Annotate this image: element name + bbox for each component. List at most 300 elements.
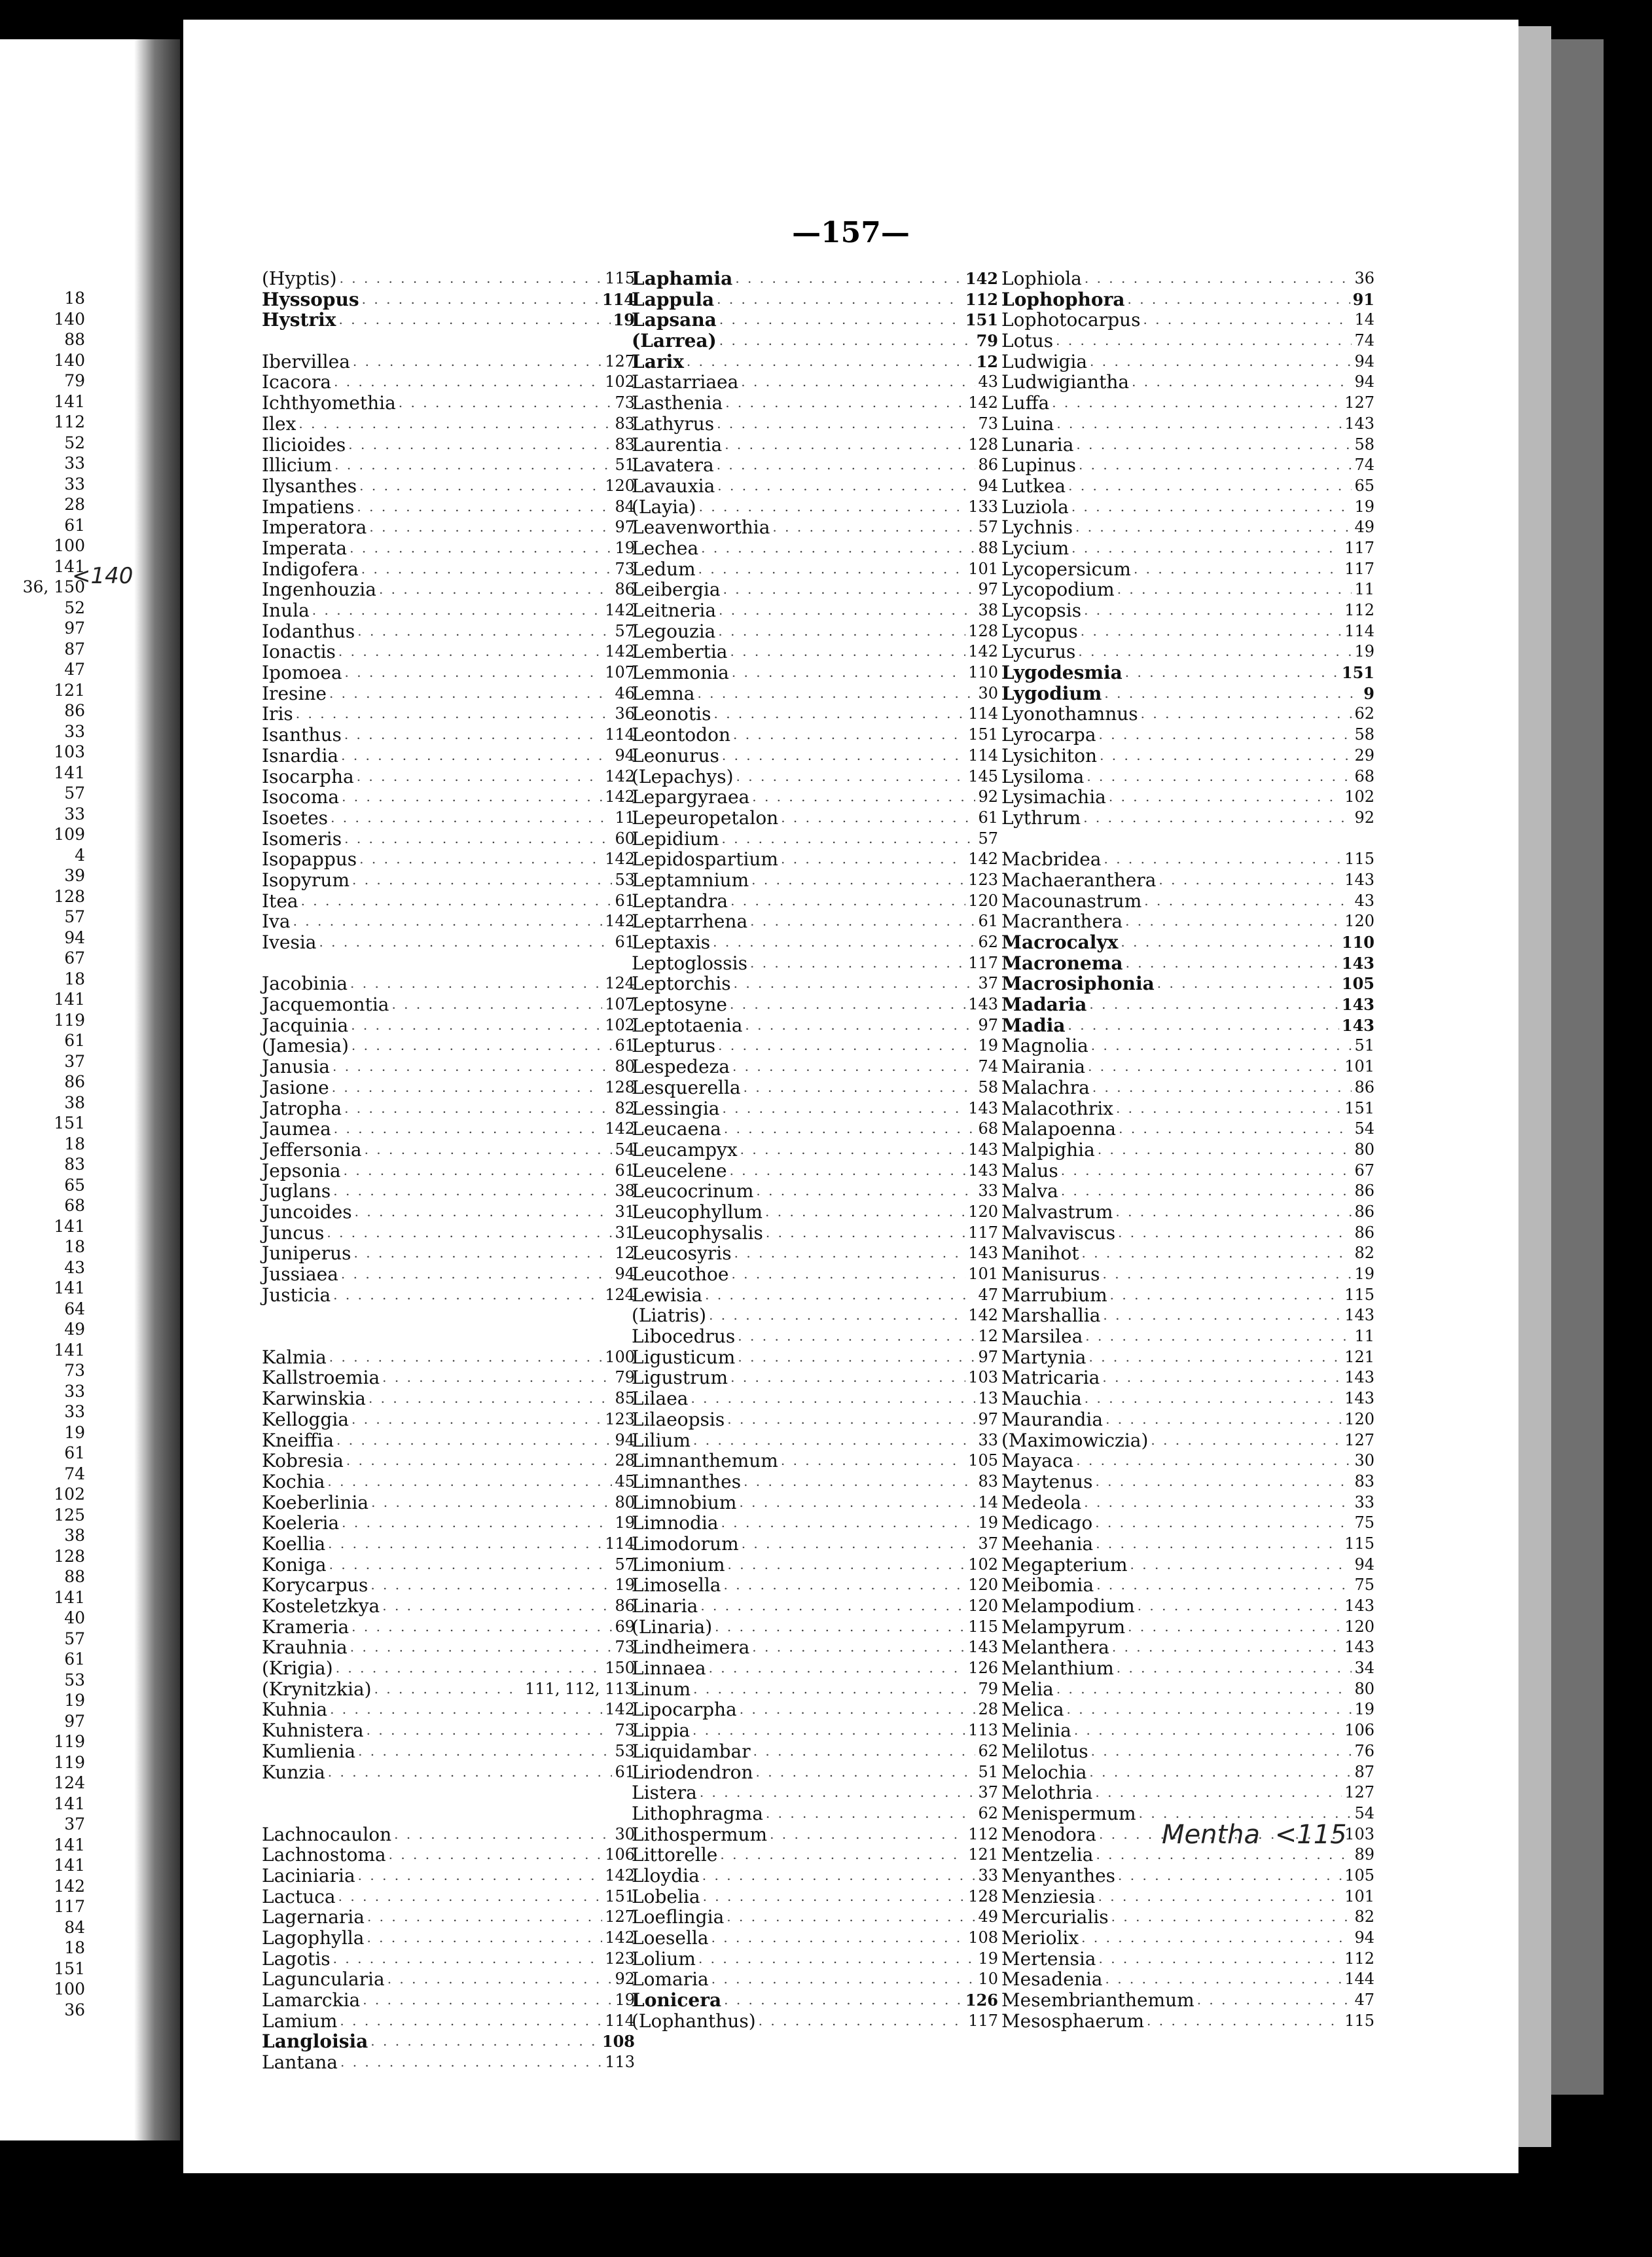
index-entry <box>262 1098 635 1119</box>
entry-name: Lespedeza <box>632 1056 730 1078</box>
entry-page: 143 <box>1344 414 1374 433</box>
entry-page: 142 <box>605 787 635 806</box>
entry-name: Juglans <box>262 1180 331 1202</box>
left-page-number: 37 <box>64 1815 85 1833</box>
entry-page: 142 <box>605 1928 635 1947</box>
entry-page: 123 <box>605 1409 635 1428</box>
index-entry <box>632 1098 998 1119</box>
entry-page: 86 <box>615 580 635 599</box>
index-entry <box>262 1658 635 1679</box>
entry-page: 107 <box>605 663 635 682</box>
index-entry <box>262 1056 635 1077</box>
index-entry <box>262 559 635 580</box>
entry-page: 142 <box>605 601 635 619</box>
leader-dots <box>731 1264 965 1285</box>
entry-name: Leitneria <box>632 600 717 621</box>
left-page-number: 151 <box>54 1959 85 1978</box>
leader-dots <box>1144 891 1352 912</box>
entry-name: Medicago <box>1001 1512 1093 1534</box>
entry-name: Mercurialis <box>1001 1906 1109 1928</box>
entry-name: Jussiaea <box>262 1263 338 1285</box>
leader-dots <box>765 1202 965 1223</box>
left-page-number: 87 <box>64 639 85 659</box>
left-page-number: 94 <box>64 928 85 947</box>
leader-dots <box>342 787 602 808</box>
index-entry <box>1001 1161 1374 1182</box>
entry-name: Malvaviscus <box>1001 1221 1116 1244</box>
index-entry <box>262 1513 635 1534</box>
leader-dots <box>1074 1720 1342 1741</box>
index-entry <box>1001 1866 1374 1887</box>
entry-name: Menziesia <box>1001 1885 1096 1907</box>
entry-name: Lycium <box>1001 537 1069 559</box>
index-entry <box>262 1264 635 1285</box>
entry-name: Marsilea <box>1001 1326 1083 1348</box>
index-entry <box>262 1741 635 1762</box>
entry-page: 37 <box>978 974 998 993</box>
entry-page: 89 <box>1354 1845 1374 1864</box>
left-page-number: 49 <box>64 1320 85 1339</box>
entry-name: Isnardia <box>262 744 339 767</box>
entry-name: Ionactis <box>262 641 336 663</box>
index-entry <box>632 538 998 559</box>
left-page-number: 68 <box>64 1196 85 1215</box>
entry-name: Mesosphaerum <box>1001 2010 1145 2032</box>
leader-dots <box>755 1762 975 1783</box>
entry-page: 145 <box>968 767 998 785</box>
leader-dots <box>1083 808 1352 829</box>
entry-page: 43 <box>1354 891 1374 910</box>
leader-dots <box>334 1119 602 1140</box>
index-entry <box>1001 641 1374 662</box>
entry-page: 143 <box>1344 1597 1374 1615</box>
index-entry <box>632 1326 998 1347</box>
entry-name: Leptandra <box>632 890 728 912</box>
left-page-number: 117 <box>54 1897 85 1916</box>
entry-name: Mairania <box>1001 1056 1086 1078</box>
left-page-number: 124 <box>54 1773 85 1792</box>
entry-name: Leptamnium <box>632 869 749 891</box>
entry-name: Lippia <box>632 1720 691 1742</box>
leader-dots <box>1086 767 1352 787</box>
index-entry <box>1001 953 1374 974</box>
leader-dots <box>1111 1907 1352 1928</box>
leader-dots <box>1157 973 1339 994</box>
entry-name: Lyonothamnus <box>1001 703 1138 725</box>
entry-name: Medeola <box>1001 1491 1082 1513</box>
leader-dots <box>701 538 975 559</box>
index-entry <box>1001 1140 1374 1161</box>
entry-name: Iva <box>262 911 291 933</box>
leader-dots <box>717 476 975 497</box>
leader-dots <box>1099 725 1352 746</box>
entry-name: Jasione <box>262 1076 329 1098</box>
leader-dots <box>1103 1264 1352 1285</box>
index-entry <box>1001 352 1374 372</box>
index-entry <box>262 372 635 393</box>
entry-name: Menispermum <box>1001 1802 1136 1824</box>
index-entry <box>1001 1367 1374 1388</box>
leader-dots <box>334 372 602 393</box>
entry-page: 106 <box>1344 1721 1374 1740</box>
entry-page: 33 <box>978 1866 998 1885</box>
leader-dots <box>717 289 963 310</box>
left-page-number: 38 <box>64 1526 85 1545</box>
entry-page: 101 <box>1344 1887 1374 1905</box>
entry-name: Illicium <box>262 454 332 477</box>
section-gap <box>262 1326 635 1347</box>
entry-page: 143 <box>968 1638 998 1657</box>
left-page-number: 84 <box>64 1917 85 1937</box>
entry-name: Ledum <box>632 558 696 580</box>
index-entry <box>632 559 998 580</box>
entry-name: Mertensia <box>1001 1947 1096 1970</box>
entry-page: 102 <box>968 1555 998 1574</box>
leader-dots <box>327 1472 612 1492</box>
entry-page: 120 <box>1344 1617 1374 1636</box>
entry-name: Lycopsis <box>1001 600 1082 621</box>
leader-dots <box>724 1990 963 2011</box>
entry-page: 124 <box>605 1285 635 1304</box>
leader-dots <box>697 683 975 704</box>
index-entry <box>262 1617 635 1638</box>
index-entry <box>632 1969 998 1990</box>
entry-page: 61 <box>615 1036 635 1055</box>
entry-page: 128 <box>968 435 998 454</box>
leader-dots <box>336 1430 612 1451</box>
entry-name: Leptosyne <box>632 994 727 1016</box>
entry-page: 31 <box>615 1223 635 1242</box>
index-entry <box>262 1409 635 1430</box>
left-page-number: 57 <box>64 907 85 926</box>
entry-name: Madia <box>1001 1014 1066 1036</box>
leader-dots <box>756 1181 975 1202</box>
entry-page: 61 <box>978 912 998 931</box>
left-page-number: 103 <box>54 742 85 761</box>
entry-page: 143 <box>1341 1015 1374 1035</box>
entry-name: Leucampyx <box>632 1138 738 1161</box>
entry-name: Hyssopus <box>262 288 359 310</box>
entry-name: Impatiens <box>262 496 355 518</box>
entry-name: Lewisia <box>632 1284 703 1306</box>
leader-dots <box>1071 497 1352 518</box>
entry-page: 120 <box>605 476 635 495</box>
leader-dots <box>725 393 965 414</box>
entry-name: Lonicera <box>632 1989 722 2012</box>
entry-page: 57 <box>978 829 998 848</box>
leader-dots <box>341 1264 613 1285</box>
entry-name: Lygodesmia <box>1001 662 1122 684</box>
leader-dots <box>744 1077 976 1098</box>
entry-page: 123 <box>968 870 998 889</box>
page-number: —157— <box>792 216 910 249</box>
entry-name: (Lepachys) <box>632 765 734 787</box>
leader-dots <box>1082 1243 1352 1264</box>
index-column-3 <box>1001 268 1374 2031</box>
leader-dots <box>363 1990 612 2011</box>
entry-name: Lepturus <box>632 1035 716 1057</box>
entry-page: 143 <box>968 1140 998 1159</box>
index-entry <box>1001 1451 1374 1472</box>
leader-dots <box>1075 517 1352 538</box>
left-page-numbers <box>0 288 85 2020</box>
left-page-number: 121 <box>54 680 85 700</box>
leader-dots <box>1061 1181 1352 1202</box>
entry-name: Malva <box>1001 1180 1058 1202</box>
entry-name: Lophiola <box>1001 268 1082 289</box>
entry-name: Ludwigiantha <box>1001 371 1130 393</box>
entry-name: Lolium <box>632 1947 696 1970</box>
index-entry <box>1001 435 1374 456</box>
leader-dots <box>358 1866 603 1887</box>
entry-name: Lloydia <box>632 1864 700 1887</box>
leader-dots <box>1126 953 1339 974</box>
entry-name: Marshallia <box>1001 1305 1101 1327</box>
entry-page: 61 <box>615 933 635 951</box>
leader-dots <box>730 891 965 912</box>
leader-dots <box>336 1658 603 1679</box>
book-gutter <box>134 39 180 2140</box>
leader-dots <box>741 372 975 393</box>
entry-page: 11 <box>1354 580 1374 599</box>
entry-name: Melothria <box>1001 1782 1093 1804</box>
entry-page: 143 <box>1344 1368 1374 1387</box>
leader-dots <box>1104 849 1342 870</box>
index-entry <box>262 1202 635 1223</box>
entry-page: 123 <box>605 1949 635 1968</box>
index-entry <box>1001 1555 1374 1576</box>
entry-page: 46 <box>615 683 635 702</box>
index-entry <box>632 932 998 953</box>
left-page-number: 88 <box>64 1567 85 1586</box>
index-entry <box>632 1223 998 1244</box>
left-page-number: 141 <box>54 763 85 782</box>
entry-page: 142 <box>965 269 998 288</box>
entry-name: Martynia <box>1001 1346 1086 1368</box>
entry-name: Isocarpha <box>262 765 354 787</box>
leader-dots <box>730 1161 966 1182</box>
entry-name: Macounastrum <box>1001 890 1142 912</box>
entry-page: 67 <box>1354 1161 1374 1180</box>
index-entry <box>1001 1969 1374 1990</box>
leader-dots <box>738 1326 975 1347</box>
leader-dots <box>770 1824 965 1845</box>
index-entry <box>1001 1056 1374 1077</box>
entry-page: 47 <box>978 1285 998 1304</box>
leader-dots <box>1103 1305 1342 1326</box>
leader-dots <box>329 1347 602 1368</box>
index-entry <box>632 1202 998 1223</box>
entry-page: 142 <box>605 1700 635 1719</box>
entry-page: 54 <box>1354 1803 1374 1822</box>
entry-page: 62 <box>978 933 998 951</box>
entry-name: Lycopodium <box>1001 579 1115 601</box>
entry-name: Meibomia <box>1001 1574 1094 1597</box>
index-entry <box>632 891 998 912</box>
entry-name: Manisurus <box>1001 1263 1100 1285</box>
entry-name: Lithospermum <box>632 1823 768 1845</box>
index-entry <box>632 953 998 974</box>
entry-page: 11 <box>615 808 635 827</box>
index-entry <box>1001 1492 1374 1513</box>
index-entry <box>632 1305 998 1326</box>
leader-dots <box>1096 1534 1342 1555</box>
left-page-number: 39 <box>64 866 85 885</box>
left-page-number: 102 <box>54 1485 85 1504</box>
index-entry <box>632 289 998 310</box>
entry-page: 101 <box>1344 1057 1374 1076</box>
entry-name: Macbridea <box>1001 848 1102 871</box>
index-entry <box>632 268 998 289</box>
entry-page: 84 <box>615 497 635 516</box>
entry-name: Kneiffia <box>262 1429 334 1451</box>
entry-page: 80 <box>615 1057 635 1076</box>
left-page-number: 18 <box>64 1237 85 1256</box>
entry-page: 54 <box>615 1140 635 1159</box>
left-page-number: 141 <box>54 1856 85 1875</box>
entry-name: Koellia <box>262 1532 326 1555</box>
index-entry <box>632 517 998 538</box>
entry-name: Isanthus <box>262 724 342 746</box>
entry-page: 103 <box>1344 1824 1374 1843</box>
leader-dots <box>750 911 975 932</box>
entry-page: 29 <box>1354 746 1374 765</box>
entry-page: 117 <box>1344 559 1374 578</box>
entry-name: Ipomoea <box>262 662 342 684</box>
index-entry <box>262 1243 635 1264</box>
leader-dots <box>354 1243 613 1264</box>
index-entry <box>1001 372 1374 393</box>
entry-page: 142 <box>968 850 998 869</box>
leader-dots <box>355 1202 613 1223</box>
entry-name: Lotus <box>1001 330 1054 352</box>
leader-dots <box>350 538 612 559</box>
leader-dots <box>1112 1637 1342 1658</box>
leader-dots <box>725 435 965 456</box>
leader-dots <box>344 725 602 746</box>
index-entry <box>262 911 635 932</box>
entry-name: Jaumea <box>262 1118 331 1140</box>
index-entry <box>262 352 635 372</box>
left-page-number: 47 <box>64 660 85 679</box>
left-page-number: 19 <box>64 1691 85 1710</box>
entry-name: Jacquinia <box>262 1014 349 1036</box>
leader-dots <box>348 435 612 456</box>
index-entry <box>262 476 635 497</box>
entry-page: 38 <box>615 1182 635 1201</box>
entry-name: Laguncularia <box>262 1968 385 1991</box>
entry-page: 143 <box>1344 870 1374 889</box>
entry-page: 73 <box>615 393 635 412</box>
left-page-number: 128 <box>54 886 85 906</box>
left-page-number: 61 <box>64 515 85 535</box>
index-entry <box>632 1720 998 1741</box>
index-entry <box>262 746 635 767</box>
leader-dots <box>745 1015 975 1036</box>
entry-page: 10 <box>978 1970 998 1989</box>
leader-dots <box>722 1098 965 1119</box>
entry-page: 51 <box>1354 1036 1374 1055</box>
entry-name: Luina <box>1001 412 1054 435</box>
index-entry <box>262 1036 635 1056</box>
entry-page: 12 <box>976 352 998 371</box>
leader-dots <box>350 973 602 994</box>
index-entry <box>1001 1181 1374 1202</box>
entry-name: (Layia) <box>632 496 696 518</box>
entry-page: 94 <box>1354 1928 1374 1947</box>
entry-page: 62 <box>1354 704 1374 723</box>
entry-page: 14 <box>1354 310 1374 329</box>
entry-name: Ligustrum <box>632 1367 728 1389</box>
left-page-number: 141 <box>54 1835 85 1854</box>
entry-name: Justicia <box>262 1284 331 1306</box>
index-entry <box>262 1907 635 1928</box>
leader-dots <box>296 704 613 725</box>
leader-dots <box>1095 1782 1342 1803</box>
index-entry <box>262 579 635 600</box>
leader-dots <box>367 1907 602 1928</box>
entry-page: 128 <box>968 1887 998 1905</box>
leader-dots <box>703 1887 966 1907</box>
leader-dots <box>781 808 975 829</box>
leader-dots <box>319 932 612 953</box>
entry-name: Lamium <box>262 2010 338 2032</box>
leader-dots <box>734 1243 966 1264</box>
leader-dots <box>732 662 965 683</box>
index-entry <box>632 414 998 435</box>
index-entry <box>1001 1907 1374 1928</box>
leader-dots <box>327 1223 612 1244</box>
index-entry <box>262 662 635 683</box>
entry-name: Madaria <box>1001 994 1087 1016</box>
entry-name: (Liatris) <box>632 1305 707 1327</box>
leader-dots <box>740 1140 966 1161</box>
leader-dots <box>1071 538 1342 559</box>
index-entry <box>262 973 635 994</box>
index-entry <box>1001 1658 1374 1679</box>
entry-name: Leucophysalis <box>632 1221 763 1244</box>
index-entry <box>1001 1741 1374 1762</box>
entry-name: Jacquemontia <box>262 994 389 1016</box>
leader-dots <box>329 1555 613 1576</box>
index-entry <box>262 1119 635 1140</box>
entry-page: 120 <box>968 1202 998 1221</box>
entry-page: 108 <box>602 2032 635 2051</box>
leader-dots <box>293 911 603 932</box>
index-entry <box>262 621 635 642</box>
section-gap <box>1001 829 1374 850</box>
leader-dots <box>1118 1866 1342 1887</box>
entry-name: Laciniaria <box>262 1864 355 1887</box>
entry-name: Leucosyris <box>632 1242 732 1265</box>
leader-dots <box>1056 1679 1352 1700</box>
index-entry <box>632 1596 998 1617</box>
index-entry <box>632 704 998 725</box>
entry-name: Leontodon <box>632 724 730 746</box>
index-entry <box>262 414 635 435</box>
entry-name: Isopyrum <box>262 869 350 891</box>
index-entry <box>1001 849 1374 870</box>
entry-name: Ichthyomethia <box>262 392 396 414</box>
entry-page: 75 <box>1354 1513 1374 1532</box>
entry-name: Macronema <box>1001 952 1123 974</box>
entry-name: Icacora <box>262 371 332 393</box>
index-entry <box>632 746 998 767</box>
entry-page: 97 <box>978 1347 998 1366</box>
entry-name: Jatropha <box>262 1097 342 1119</box>
index-entry <box>262 641 635 662</box>
index-entry <box>1001 1388 1374 1409</box>
